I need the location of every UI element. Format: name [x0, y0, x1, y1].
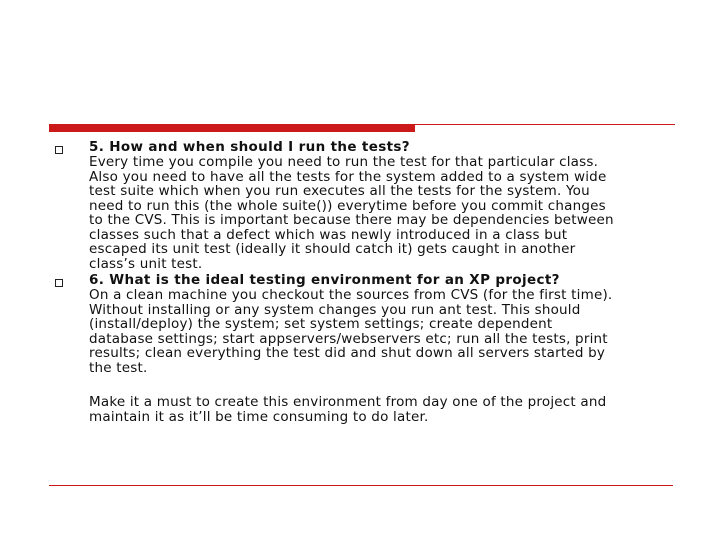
top-rule-accent	[49, 124, 415, 132]
list-item	[55, 273, 670, 375]
answer-5: Every time you compile you need to run the test for that particular class. Also you need to have all the tests for the system added to a system wide test suite which when you run executes all the tests for the system. You need to run this (the whole suite()) everytime before you commit changes to the CVS. This is important because there may be dependencies between classes such that a defect which was newly introduced in a class but escaped its unit test (ideally it should catch it) gets caught in another class’s unit test.	[89, 154, 614, 272]
list-item	[55, 140, 670, 271]
question-6: 6. What is the ideal testing environment for an XP project?	[89, 272, 560, 288]
closing-note: Make it a must to create this environment from day one of the project and maintain it as it’ll be time consuming to do later.	[89, 394, 607, 425]
answer-6: On a clean machine you checkout the sources from CVS (for the first time). Without installing or any system changes you run ant test. This should (install/deploy) the system; set system settings; create dependent database settings; start appservers/webservers etc; run all the tests, print results; clean everything the test did and shut down all servers started by the test.	[89, 287, 613, 376]
bottom-rule	[49, 485, 673, 486]
question-5: 5. How and when should I run the tests?	[89, 139, 410, 155]
slide-content	[55, 140, 670, 424]
hollow-square-bullet-icon	[55, 279, 63, 287]
hollow-square-bullet-icon	[55, 146, 63, 154]
